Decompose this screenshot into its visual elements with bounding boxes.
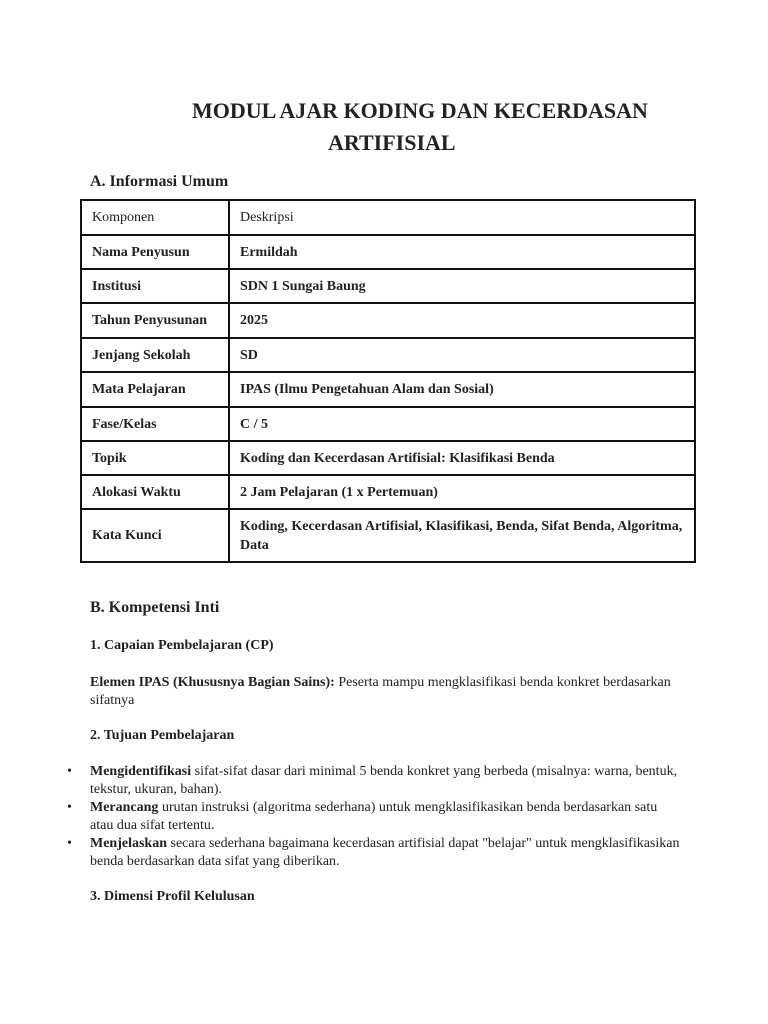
header-key: Komponen xyxy=(81,200,229,235)
row-value: Koding dan Kecerdasan Artifisial: Klasifikasi Benda xyxy=(229,441,695,475)
goal-verb: Mengidentifikasi xyxy=(90,764,192,779)
goal-verb: Menjelaskan xyxy=(90,836,167,851)
table-row xyxy=(81,338,695,372)
row-value: C / 5 xyxy=(229,407,695,441)
row-key: Institusi xyxy=(81,269,229,303)
list-item xyxy=(0,763,680,799)
tp-heading: 2. Tujuan Pembelajaran xyxy=(90,728,235,743)
row-value: IPAS (Ilmu Pengetahuan Alam dan Sosial) xyxy=(229,372,695,407)
row-value: SD xyxy=(229,338,695,372)
row-value: Ermildah xyxy=(229,235,695,269)
table-row xyxy=(81,475,695,509)
header-value: Deskripsi xyxy=(229,200,695,235)
goal-verb: Merancang xyxy=(90,800,159,815)
row-key: Alokasi Waktu xyxy=(81,475,229,509)
cp-text: Peserta mampu mengklasifikasi benda konkret berdasarkan sifatnya xyxy=(90,675,671,708)
table-row xyxy=(81,509,695,562)
dpl-heading: 3. Dimensi Profil Kelulusan xyxy=(90,889,255,904)
list-item xyxy=(0,799,680,835)
row-key: Mata Pelajaran xyxy=(81,372,229,407)
goals-list xyxy=(0,763,680,871)
row-value: SDN 1 Sungai Baung xyxy=(229,269,695,303)
row-key: Jenjang Sekolah xyxy=(81,338,229,372)
table-row xyxy=(81,372,695,407)
goal-text: urutan instruksi (algoritma sederhana) untuk mengklasifikasikan benda berdasarkan satu atau dua sifat tertentu. xyxy=(90,800,658,833)
row-key: Tahun Penyusunan xyxy=(81,303,229,338)
list-item xyxy=(0,835,680,871)
row-key: Kata Kunci xyxy=(81,509,229,562)
bullet: • xyxy=(67,800,72,815)
cp-paragraph xyxy=(90,674,680,710)
row-value: Koding, Kecerdasan Artifisial, Klasifikasi, Benda, Sifat Benda, Algoritma, Data xyxy=(229,509,695,562)
title-line-1: MODUL AJAR KODING DAN KECERDASAN xyxy=(192,98,648,123)
row-key: Topik xyxy=(81,441,229,475)
table-row xyxy=(81,269,695,303)
table-header-row xyxy=(81,200,695,235)
row-key: Nama Penyusun xyxy=(81,235,229,269)
title-line-2: ARTIFISIAL xyxy=(328,130,456,155)
cp-label: Elemen IPAS (Khususnya Bagian Sains): xyxy=(90,675,335,690)
goal-text: sifat-sifat dasar dari minimal 5 benda konkret yang berbeda (misalnya: warna, bentuk, tekstur, ukuran, bahan). xyxy=(90,764,678,797)
table-row xyxy=(81,441,695,475)
cp-heading: 1. Capaian Pembelajaran (CP) xyxy=(90,638,274,653)
info-table xyxy=(80,199,696,563)
row-value: 2 Jam Pelajaran (1 x Pertemuan) xyxy=(229,475,695,509)
section-b-heading: B. Kompetensi Inti xyxy=(90,599,220,616)
section-a-heading: A. Informasi Umum xyxy=(90,173,229,190)
table-row xyxy=(81,407,695,441)
table-row xyxy=(81,303,695,338)
row-value: 2025 xyxy=(229,303,695,338)
bullet: • xyxy=(67,836,72,851)
goal-text: secara sederhana bagaimana kecerdasan artifisial dapat "belajar" untuk mengklasifikasikan benda berdasarkan data sifat yang diberikan. xyxy=(90,836,680,869)
row-key: Fase/Kelas xyxy=(81,407,229,441)
bullet: • xyxy=(67,764,72,779)
table-row xyxy=(81,235,695,269)
